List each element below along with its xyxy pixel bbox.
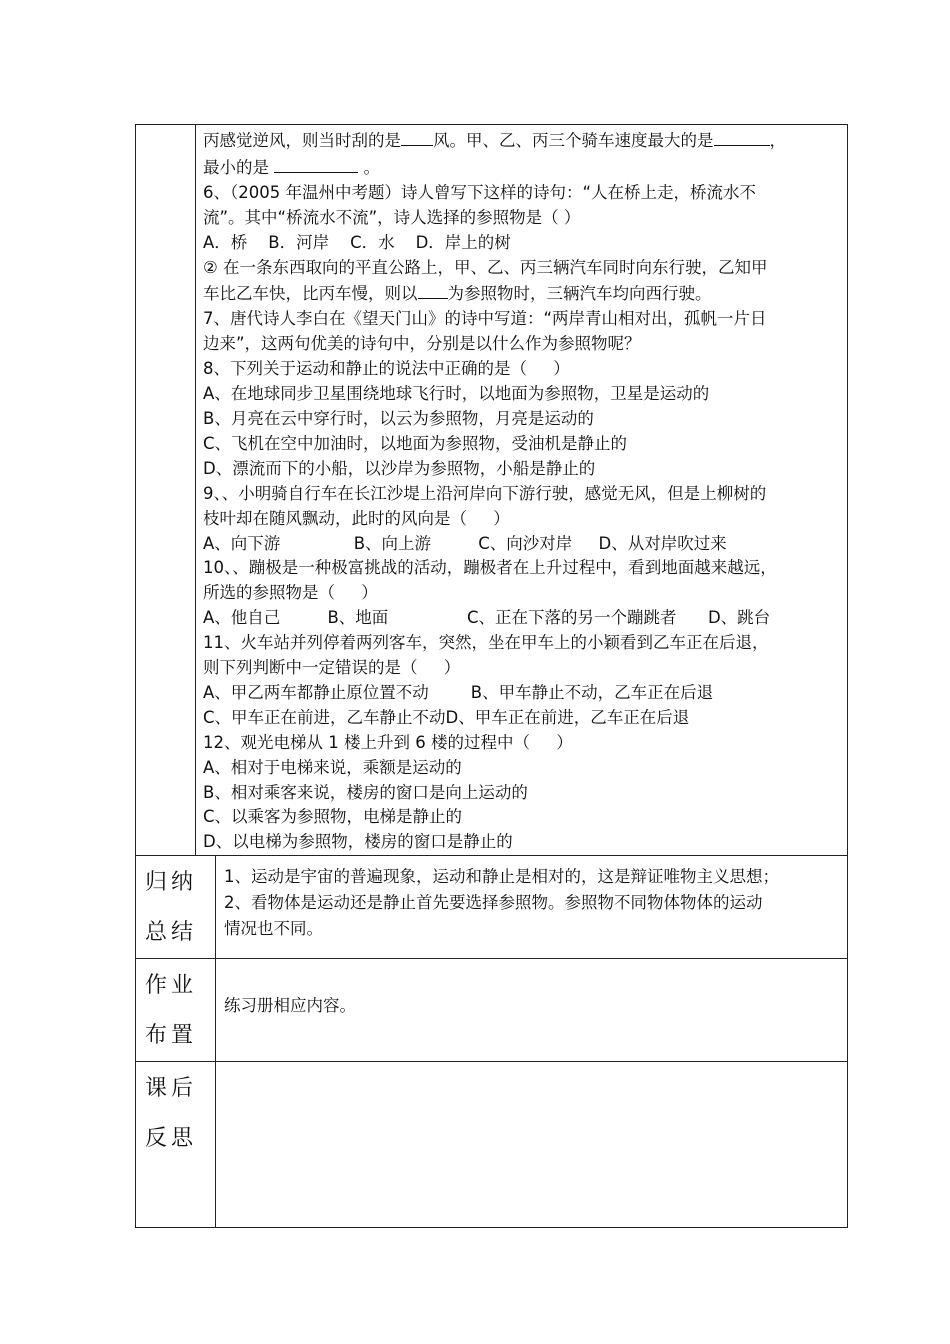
exercise-line: 9、、小明骑自行车在长江沙堤上沿河岸向下游行驶，感觉无风，但是上柳树的 [203,483,767,503]
summary-cell [216,856,848,959]
exercise-line: D、漂流而下的小船，以沙岸为参照物，小船是静止的 [203,458,596,478]
exercises-row [136,125,848,856]
homework-label-cell [136,959,216,1062]
exercise-lines [196,125,847,855]
answer-blank[interactable] [418,280,448,299]
reflection-cell [216,1062,848,1228]
exercise-line: 所选的参照物是（ ） [203,583,378,603]
homework-cell [216,959,848,1062]
reflection-row [136,1062,848,1228]
exercise-line: A、相对于电梯来说，乘额是运动的 [203,757,462,777]
exercise-line: A、在地球同步卫星围绕地球飞行时，以地面为参照物，卫星是运动的 [203,384,710,404]
exercises-label-cell [136,125,196,856]
exercise-line: A、甲乙两车都静止原位置不动 B、甲车静止不动，乙车正在后退 [203,682,714,702]
exercise-line: 则下列判断中一定错误的是（ ） [203,658,461,678]
homework-text: 练习册相应内容。 [224,996,356,1016]
exercise-line: C、飞机在空中加油时，以地面为参照物，受油机是静止的 [203,433,628,453]
exercise-line: 流”。其中“桥流水不流”，诗人选择的参照物是（ ） [203,207,581,227]
exercises-cell [196,125,848,856]
exercise-line: A、向下游 B、向上游 C、向沙对岸 D、从对岸吹过来 [203,533,727,553]
exercise-line: 8、下列关于运动和静止的说法中正确的是（ ） [203,359,570,379]
exercise-line: 车比乙车快，比丙车慢，则以 为参照物时，三辆汽车均向西行驶。 [203,280,841,307]
exercise-line: 10、、蹦极是一种极富挑战的活动，蹦极者在上升过程中，看到地面越来越远， [203,558,777,578]
exercise-line: B、相对乘客来说，楼房的窗口是向上运动的 [203,782,528,802]
answer-blank[interactable] [401,127,433,146]
exercise-line: C、甲车正在前进，乙车静止不动D、甲车正在前进，乙车正在后退 [203,707,690,727]
exercise-line: ② 在一条东西取向的平直公路上，甲、乙、丙三辆汽车同时向东行驶，乙知甲 [203,257,768,277]
exercise-line: 丙感觉逆风，则当时刮的是 风。甲、乙、丙三个骑车速度最大的是 ， [203,127,841,154]
summary-label: 归纳 总结 [145,870,198,946]
answer-blank[interactable] [274,154,358,173]
exercise-line: D、以电梯为参照物，楼房的窗口是静止的 [203,832,513,852]
exercise-line: B、月亮在云中穿行时，以云为参照物，月亮是运动的 [203,408,594,428]
exercise-line: 12、观光电梯从 1 楼上升到 6 楼的过程中（ ） [203,732,573,752]
reflection-text [216,1062,847,1066]
exercise-line: 枝叶却在随风飘动，此时的风向是（ ） [203,508,510,528]
exercise-line: C、以乘客为参照物，电梯是静止的 [203,807,463,827]
answer-blank[interactable] [714,127,770,146]
reflection-label-cell [136,1062,216,1228]
exercise-line: A、他自己 B、地面 C、正在下落的另一个蹦跳者 D、跳台 [203,608,771,628]
reflection-label: 课后 反思 [145,1076,198,1152]
exercise-line: 11、火车站并列停着两列客车，突然，坐在甲车上的小颖看到乙车正在后退， [203,633,769,653]
lesson-plan-table [135,124,848,1228]
exercise-line: 7、唐代诗人李白在《望天门山》的诗中写道：“两岸青山相对出，孤帆一片日 [203,309,767,329]
exercise-line: A．桥 B．河岸 C．水 D．岸上的树 [203,232,511,252]
summary-label-cell [136,856,216,959]
exercise-line: 边来”，这两句优美的诗句中，分别是以什么作为参照物呢？ [203,334,641,354]
exercise-line: 最小的是 。 [203,154,841,181]
exercise-line: 6、（2005 年温州中考题）诗人曾写下这样的诗句：“人在桥上走，桥流水不 [203,182,757,202]
summary-text: 1、运动是宇宙的普遍现象，运动和静止是相对的，这是辩证唯物主义思想； 2、看物体是运动还是静止首先要选择参照物。参照物不同物体物体的运动 情况也不同。 [224,867,779,939]
summary-row [136,856,848,959]
homework-label: 作业 布置 [145,973,198,1049]
homework-row [136,959,848,1062]
